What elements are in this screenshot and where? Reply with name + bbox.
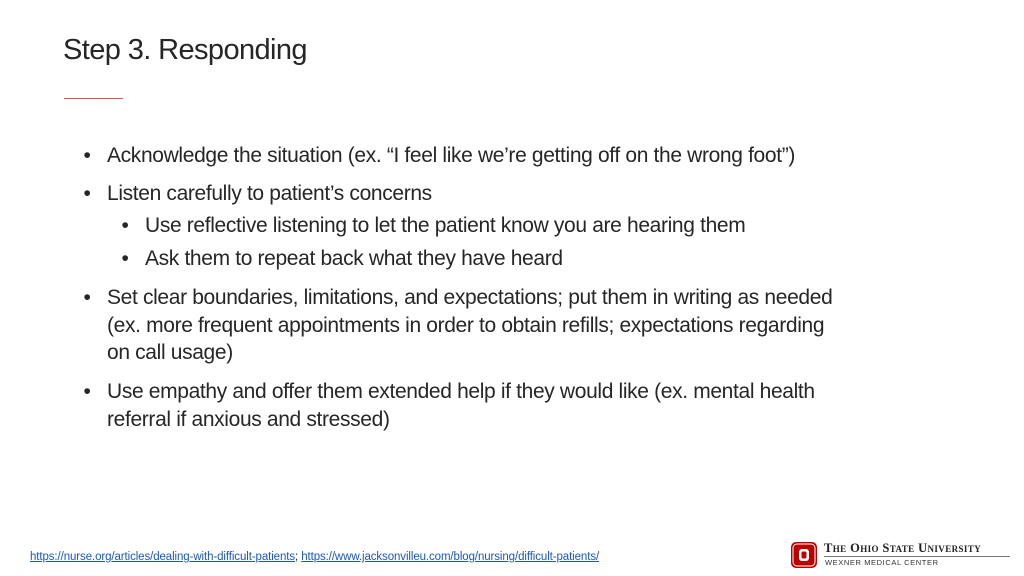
bullet-text: Acknowledge the situation (ex. “I feel like we’re getting off on the wrong foot”) bbox=[107, 144, 795, 167]
bullet-dot-icon: • bbox=[83, 286, 91, 309]
bullet-dot-icon: • bbox=[83, 144, 91, 167]
bullet-dot-icon: • bbox=[83, 182, 91, 205]
reference-links bbox=[30, 551, 599, 563]
bullet-text: Ask them to repeat back what they have heard bbox=[145, 247, 563, 270]
reference-separator: ; bbox=[295, 551, 302, 563]
bullet-text-line: Set clear boundaries, limitations, and expectations; put them in writing as needed bbox=[107, 286, 833, 309]
bullet-text-line: Use empathy and offer them extended help if they would like (ex. mental health bbox=[107, 380, 815, 403]
bullet-item bbox=[83, 180, 977, 208]
logo-divider bbox=[824, 556, 1010, 557]
bullet-item bbox=[83, 284, 977, 367]
bullet-text-line: on call usage) bbox=[107, 341, 233, 364]
block-o-icon bbox=[790, 541, 818, 569]
bullet-item bbox=[83, 142, 977, 170]
bullet-text-line: referral if anxious and stressed) bbox=[107, 407, 390, 431]
osu-wexner-logo bbox=[790, 540, 1015, 570]
medical-center-name: WEXNER MEDICAL CENTER bbox=[825, 558, 939, 567]
reference-link-nurse-org[interactable]: https://nurse.org/articles/dealing-with-difficult-patients bbox=[30, 551, 296, 563]
slide-title: Step 3. Responding bbox=[63, 34, 307, 66]
title-underline bbox=[64, 98, 123, 99]
bullet-text-line: (ex. more frequent appointments in order to obtain refills; expectations regarding bbox=[107, 313, 825, 337]
university-name: The Ohio State University bbox=[824, 541, 982, 555]
sub-bullet-item bbox=[121, 212, 975, 240]
bullet-text: Use reflective listening to let the patient know you are hearing them bbox=[145, 214, 746, 237]
bullet-item bbox=[83, 378, 977, 433]
bullet-dot-icon: • bbox=[121, 247, 129, 270]
bullet-text: Listen carefully to patient’s concerns bbox=[107, 182, 432, 205]
sub-bullet-item bbox=[121, 245, 975, 273]
bullet-dot-icon: • bbox=[83, 380, 91, 403]
reference-link-jacksonvilleu[interactable]: https://www.jacksonvilleu.com/blog/nursing/difficult-patients/ bbox=[301, 551, 600, 563]
bullet-dot-icon: • bbox=[121, 214, 129, 237]
